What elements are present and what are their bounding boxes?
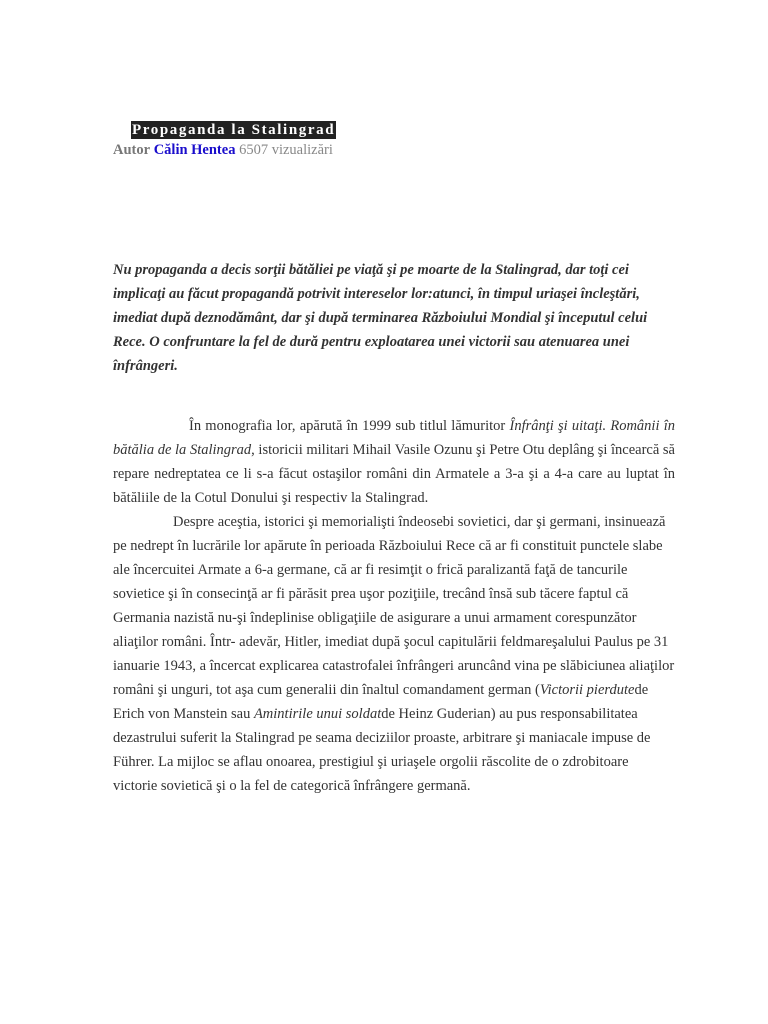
paragraph-1-text-b: , istoricii militari Mihail Vasile Ozunu şi Petre Otu deplâng şi încearcă să repare nedreptatea ce li s-a făcut ostaşilor români din Armatele a 3-a şi a 4-a care au luptat în bătăliile de la Cotul Donului şi respectiv la Stalingrad. [113,442,675,506]
view-count: 6507 vizualizări [239,142,333,158]
article-body [113,414,675,798]
paragraph-2-text-c: de Heinz Guderian) au pus responsabilitatea dezastrului suferit la Stalingrad pe seama deciziilor proaste, arbitrare şi maniacale impuse de Führer. La mijloc se aflau onoarea, prestigiul şi uriaşele orgolii răscolite de o zdrobitoare victorie sovietică şi o la fel de categorică înfrângere germană. [113,706,651,794]
paragraph-1-text-a: În monografia lor, apărută în 1999 sub titlul lămuritor [189,418,510,434]
book-title-infranti: Înfrânţi şi uitaţi. Românii în bătălia de la Stalingrad [113,418,675,458]
book-title-amintiri: Amintirile unui soldat [253,706,382,722]
byline [113,141,333,159]
paragraph-1 [113,414,675,510]
paragraph-2-text-b: de Erich von Manstein sau [113,682,649,722]
author-label: Autor [113,142,151,158]
title-line [131,121,336,139]
paragraph-2-text-a: Despre aceştia, istorici şi memorialişti îndeosebi sovietici, dar şi germani, insinuează pe nedrept în lucrările lor apărute în perioada Războiului Rece că ar fi constituit punctele slabe ale încercuitei Armate a 6-a germane, că ar fi resimţit o frică paralizantă faţă de tancurile sovietice şi în consecinţă ar fi părăsit prea uşor poziţiile, trecând însă sub tăcere faptul că Germania nazistă nu-şi îndeplinise obligaţiile de asigurare a unui armament corespunzător aliaţilor români. Într- adevăr, Hitler, imediat după şocul capitulării feldmareşalului Paulus pe 31 ianuarie 1943, a încercat explicarea catastrofalei înfrângeri aruncând vina pe slăbiciunea aliaţilor români şi unguri, tot aşa cum generalii din înaltul comandament german ( [113,514,675,698]
author-link[interactable]: Călin Hentea [153,142,236,158]
article-title: Propaganda la Stalingrad [132,122,336,138]
article-lead: Nu propaganda a decis sorţii bătăliei pe viaţă şi pe moarte de la Stalingrad, dar toţi cei implicaţi au făcut propagandă potrivit intereselor lor:atunci, în timpul uriaşei încleştări, imediat după deznodământ, dar şi după terminarea Războiului Mondial şi începutul celui Rece. O confruntare la fel de dură pentru exploatarea unei victorii sau atenuarea unei înfrângeri. [113,262,648,374]
paragraph-2 [113,510,675,798]
book-title-victorii: Victorii pierdute [539,682,635,698]
